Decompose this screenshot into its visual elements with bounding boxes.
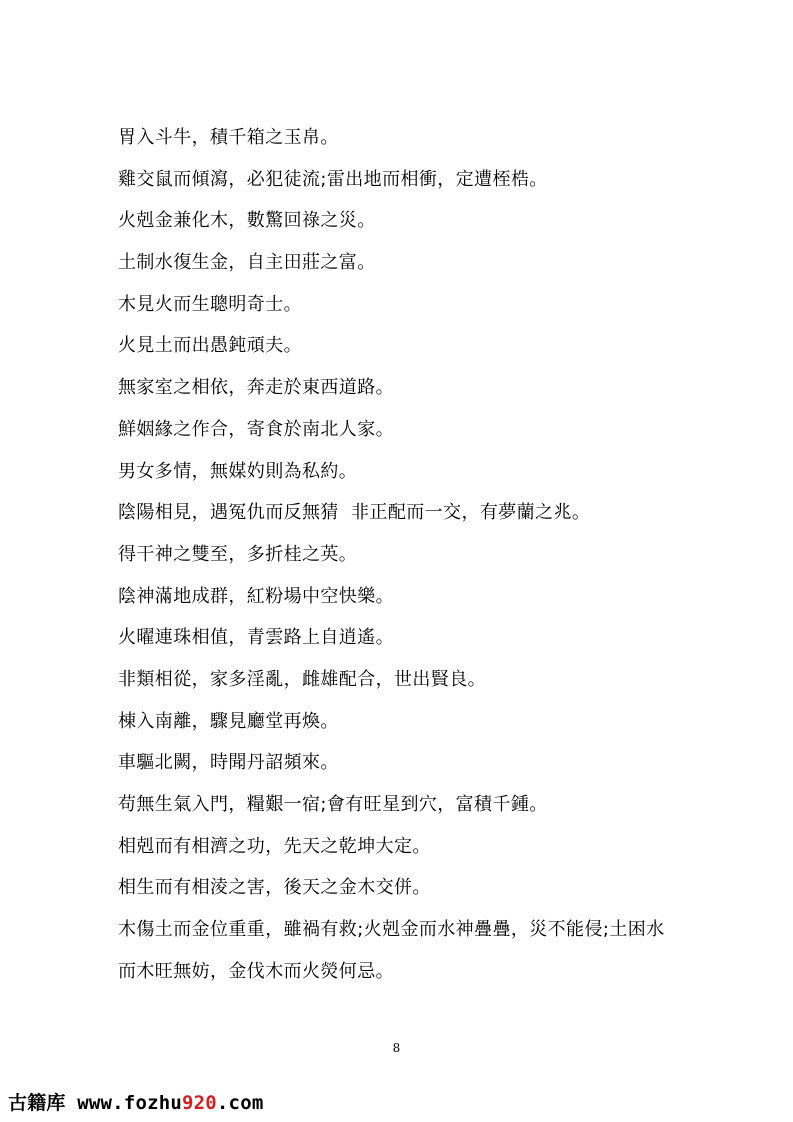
text-line: 火剋金兼化木，數驚回祿之災。 [118,210,376,232]
page-number: 8 [392,1041,401,1055]
watermark-url-number: 920 [182,1092,217,1114]
text-line: 木見火而生聰明奇士。 [118,293,302,315]
text-line: 土制水復生金，自主田莊之富。 [118,252,376,274]
text-body [118,117,698,992]
text-line: 相生而有相淩之害，後天之金木交併。 [118,877,431,899]
watermark-url-suffix: .com [216,1092,264,1114]
watermark-url-prefix: www.fozhu [65,1092,182,1114]
text-line: 苟無生氣入門，糧艱一宿;會有旺星到穴，富積千鍾。 [118,794,548,815]
text-line: 非類相從，家多淫亂，雌雄配合，世出賢良。 [118,668,486,690]
text-line: 鮮姻緣之作合，寄食於南北人家。 [118,418,394,440]
text-line: 火見土而出愚鈍頑夫。 [118,335,302,357]
text-line: 雞交鼠而傾瀉，必犯徒流;雷出地而相衝，定遭桎梏。 [118,168,548,190]
text-line: 陰陽相見，遇冤仇而反無猜 非正配而一交，有夢蘭之兆。 [118,502,591,524]
watermark-brand: 古籍库 [8,1092,66,1114]
text-line: 陰神滿地成群，紅粉場中空快樂。 [118,585,394,607]
site-watermark [8,1088,263,1115]
text-line: 相剋而有相濟之功，先天之乾坤大定。 [118,835,431,857]
text-line: 車驅北闕，時聞丹詔頻來。 [118,752,339,774]
text-line: 胃入斗牛，積千箱之玉帛。 [118,127,339,148]
text-line: 棟入南離，驟見廳堂再煥。 [118,710,339,732]
text-line: 火曜連珠相值，青雲路上自逍遙。 [118,627,394,649]
text-line: 木傷土而金位重重，雖禍有救;火剋金而水神疊疊，災不能侵;土困水 [118,919,665,941]
text-line: 而木旺無妨，金伐木而火熒何忌。 [118,960,394,982]
text-line: 男女多情，無媒妁則為私約。 [118,460,358,482]
text-line: 無家室之相依，奔走於東西道路。 [118,377,394,399]
text-line: 得干神之雙至，多折桂之英。 [118,543,358,565]
